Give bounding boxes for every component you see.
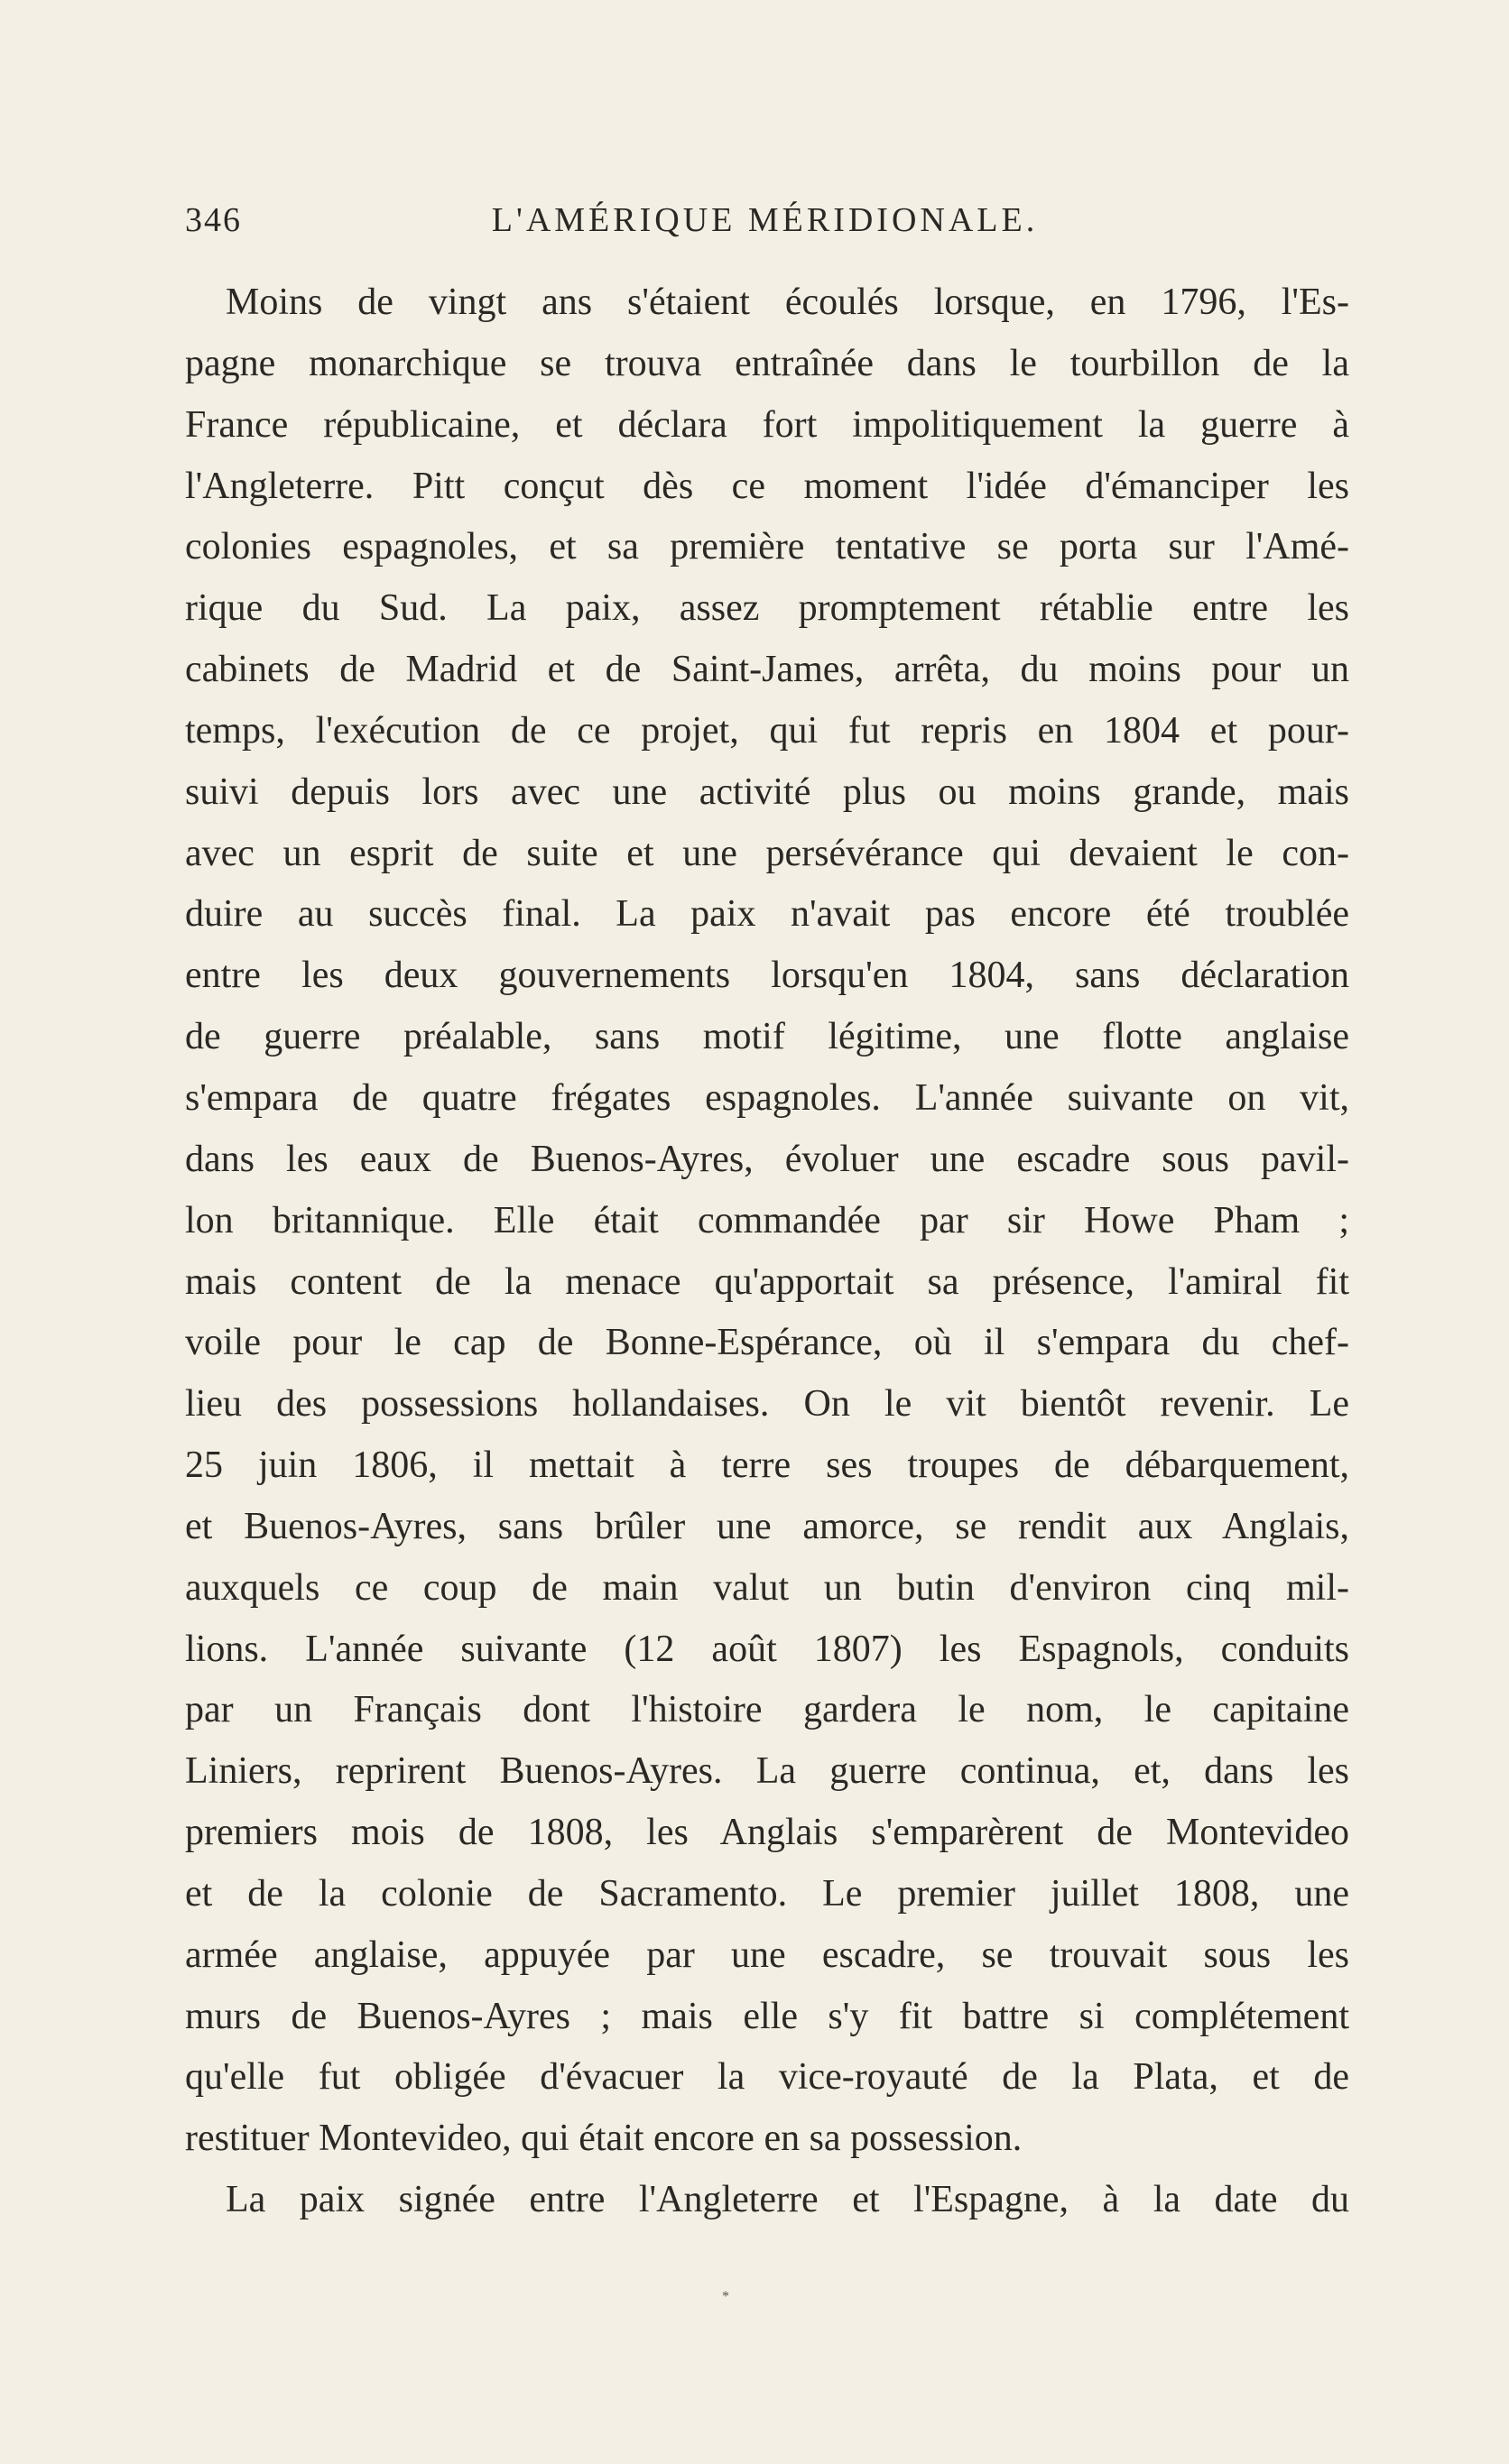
printer-mark: * xyxy=(722,2289,729,2304)
text-line: mais content de la menace qu'apportait sa présence, l'amiral fit xyxy=(185,1260,1349,1303)
text-line: colonies espagnoles, et sa première tentative se porta sur l'Amé- xyxy=(185,526,1349,568)
text-line: avec un esprit de suite et une persévérance qui devaient le con- xyxy=(185,832,1349,874)
text-line: et Buenos-Ayres, sans brûler une amorce, se rendit aux Anglais, xyxy=(185,1505,1349,1547)
text-line: lon britannique. Elle était commandée par sir Howe Pham ; xyxy=(185,1199,1349,1241)
text-line: s'empara de quatre frégates espagnoles. L'année suivante on vit, xyxy=(185,1076,1349,1119)
text-line: auxquels ce coup de main valut un butin d'environ cinq mil- xyxy=(185,1566,1349,1609)
body-text xyxy=(185,272,1349,2231)
text-line: lions. L'année suivante (12 août 1807) les Espagnols, conduits xyxy=(185,1628,1349,1670)
text-line: France républicaine, et déclara fort impolitiquement la guerre à xyxy=(185,403,1349,446)
text-line: armée anglaise, appuyée par une escadre, se trouvait sous les xyxy=(185,1933,1349,1976)
page-number: 346 xyxy=(185,201,242,239)
text-line: l'Angleterre. Pitt conçut dès ce moment l'idée d'émanciper les xyxy=(185,465,1349,507)
text-line: Moins de vingt ans s'étaient écoulés lorsque, en 1796, l'Es- xyxy=(226,281,1349,323)
text-line: duire au succès final. La paix n'avait pas encore été troublée xyxy=(185,893,1349,936)
running-title: L'AMÉRIQUE MÉRIDIONALE. xyxy=(491,201,1039,239)
text-line: premiers mois de 1808, les Anglais s'emparèrent de Montevideo xyxy=(185,1812,1349,1854)
text-line: 25 juin 1806, il mettait à terre ses troupes de débarquement, xyxy=(185,1444,1349,1487)
text-line: lieu des possessions hollandaises. On le vit bientôt revenir. Le xyxy=(185,1383,1349,1426)
text-line: voile pour le cap de Bonne-Espérance, où il s'empara du chef- xyxy=(185,1322,1349,1364)
text-line: cabinets de Madrid et de Saint-James, arrêta, du moins pour un xyxy=(185,649,1349,691)
text-line: entre les deux gouvernements lorsqu'en 1804, sans déclaration xyxy=(185,955,1349,997)
text-line: dans les eaux de Buenos-Ayres, évoluer une escadre sous pavil- xyxy=(185,1138,1349,1180)
text-line: temps, l'exécution de ce projet, qui fut repris en 1804 et pour- xyxy=(185,709,1349,752)
text-line: par un Français dont l'histoire gardera le nom, le capitaine xyxy=(185,1689,1349,1731)
text-line: pagne monarchique se trouva entraînée dans le tourbillon de la xyxy=(185,342,1349,384)
text-line: et de la colonie de Sacramento. Le premier juillet 1808, une xyxy=(185,1872,1349,1915)
text-line: qu'elle fut obligée d'évacuer la vice-royauté de la Plata, et de xyxy=(185,2056,1349,2099)
text-line: Liniers, reprirent Buenos-Ayres. La guerre continua, et, dans les xyxy=(185,1750,1349,1793)
text-line: rique du Sud. La paix, assez promptement rétablie entre les xyxy=(185,587,1349,630)
text-line: suivi depuis lors avec une activité plus ou moins grande, mais xyxy=(185,771,1349,813)
text-line: murs de Buenos-Ayres ; mais elle s'y fit battre si complétement xyxy=(185,1995,1349,2037)
text-line: restituer Montevideo, qui était encore en sa possession. xyxy=(185,2118,1023,2160)
text-line: La paix signée entre l'Angleterre et l'Espagne, à la date du xyxy=(226,2179,1349,2221)
text-line: de guerre préalable, sans motif légitime, une flotte anglaise xyxy=(185,1016,1349,1058)
page-header xyxy=(185,200,1345,245)
